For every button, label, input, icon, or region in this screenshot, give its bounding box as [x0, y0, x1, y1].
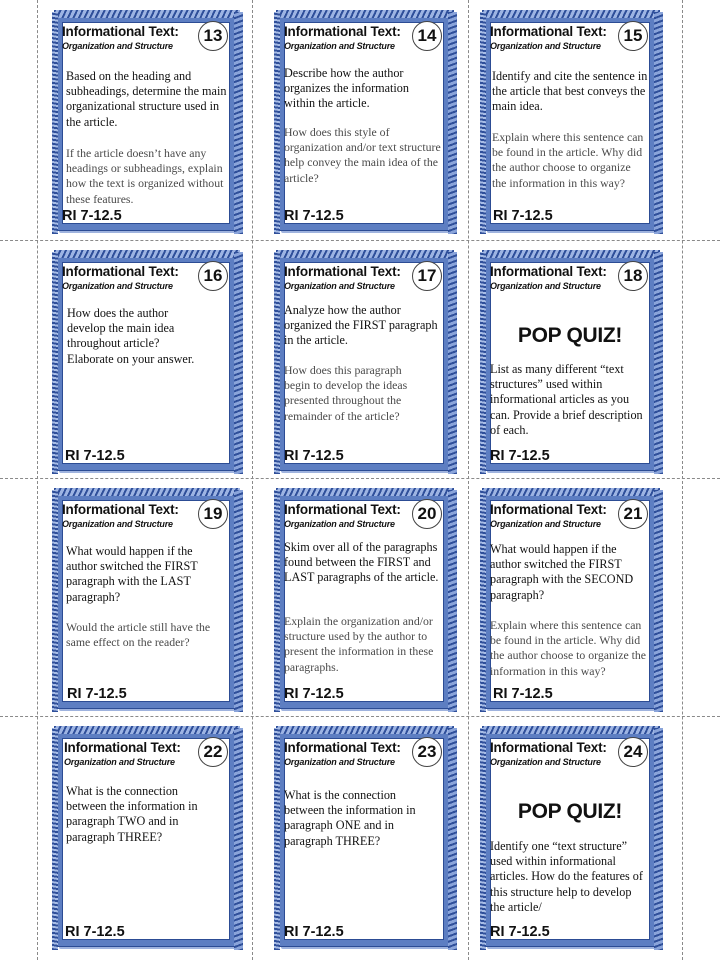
follow-up-question: How does this paragraph begin to develop the ideas presented throughout the remainder of the article? — [284, 363, 408, 423]
primary-question: Describe how the author organizes the information within the article. — [284, 66, 409, 111]
primary-question: How does the author develop the main idea throughout article? Elaborate on your answer. — [67, 306, 195, 366]
standard-code: RI 7-12.5 — [65, 924, 125, 940]
follow-up-question: Explain where this sentence can be found in the article. Why did the author choose to organize the information in this way? — [490, 618, 647, 678]
standard-code: RI 7-12.5 — [284, 208, 344, 224]
card-heading: Informational Text: — [62, 264, 179, 279]
card-subheading: Organization and Structure — [62, 519, 173, 529]
card-subheading: Organization and Structure — [64, 757, 175, 767]
primary-question: Identify one “text structure” used within informational articles. How do the features of this structure help to develop the article/ — [490, 839, 643, 914]
card-number: 21 — [618, 499, 648, 529]
card-heading: Informational Text: — [62, 24, 179, 39]
card-number: 23 — [412, 737, 442, 767]
standard-code: RI 7-12.5 — [284, 686, 344, 702]
task-card-23 — [278, 732, 450, 946]
card-heading: Informational Text: — [284, 24, 401, 39]
standard-code: RI 7-12.5 — [67, 686, 127, 702]
primary-question: Analyze how the author organized the FIRST paragraph in the article. — [284, 303, 438, 348]
follow-up-question: How does this style of organization and/or text structure help convey the main idea of the article? — [284, 125, 441, 185]
cut-line-horizontal-3 — [0, 716, 720, 717]
follow-up-question: Explain where this sentence can be found in the article. Why did the author choose to organize the information in this way? — [492, 130, 644, 190]
primary-question: What is the connection between the information in paragraph ONE and in paragraph THREE? — [284, 788, 416, 848]
follow-up-question: Explain the organization and/or structure used by the author to present the information in these paragraphs. — [284, 614, 434, 674]
card-number: 17 — [412, 261, 442, 291]
card-subheading: Organization and Structure — [62, 281, 173, 291]
primary-question: Based on the heading and subheadings, determine the main organizational structure used in the article. — [66, 69, 227, 129]
card-heading: Informational Text: — [490, 264, 607, 279]
card-subheading: Organization and Structure — [284, 519, 395, 529]
card-subheading: Organization and Structure — [284, 757, 395, 767]
standard-code: RI 7-12.5 — [62, 208, 122, 224]
card-number: 13 — [198, 21, 228, 51]
card-heading: Informational Text: — [64, 740, 181, 755]
card-heading: Informational Text: — [284, 264, 401, 279]
pop-quiz-title: POP QUIZ! — [517, 324, 623, 347]
standard-code: RI 7-12.5 — [490, 448, 550, 464]
standard-code: RI 7-12.5 — [493, 208, 553, 224]
standard-code: RI 7-12.5 — [65, 448, 125, 464]
card-subheading: Organization and Structure — [490, 757, 601, 767]
task-card-18 — [484, 256, 656, 470]
cut-line-vertical-1 — [37, 0, 38, 960]
card-number: 22 — [198, 737, 228, 767]
card-number: 14 — [412, 21, 442, 51]
primary-question: List as many different “text structures” used within informational articles as you can. Provide a brief description of each. — [490, 362, 643, 437]
card-heading: Informational Text: — [284, 740, 401, 755]
card-number: 18 — [618, 261, 648, 291]
task-card-24 — [484, 732, 656, 946]
standard-code: RI 7-12.5 — [284, 924, 344, 940]
task-card-19 — [56, 494, 236, 708]
card-number: 15 — [618, 21, 648, 51]
card-number: 24 — [618, 737, 648, 767]
card-heading: Informational Text: — [490, 24, 607, 39]
primary-question: What would happen if the author switched the FIRST paragraph with the LAST paragraph? — [66, 544, 198, 604]
card-heading: Informational Text: — [490, 502, 607, 517]
card-subheading: Organization and Structure — [490, 519, 601, 529]
cut-line-vertical-4 — [682, 0, 683, 960]
task-card-14 — [278, 16, 450, 230]
cut-line-horizontal-2 — [0, 478, 720, 479]
cut-line-vertical-3 — [468, 0, 469, 960]
task-card-13 — [56, 16, 236, 230]
card-subheading: Organization and Structure — [62, 41, 173, 51]
primary-question: Skim over all of the paragraphs found between the FIRST and LAST paragraphs of the article. — [284, 540, 439, 585]
task-card-21 — [484, 494, 656, 708]
task-card-17 — [278, 256, 450, 470]
primary-question: Identify and cite the sentence in the article that best conveys the main idea. — [492, 69, 648, 114]
card-number: 19 — [198, 499, 228, 529]
card-subheading: Organization and Structure — [284, 41, 395, 51]
standard-code: RI 7-12.5 — [493, 686, 553, 702]
task-card-22 — [56, 732, 236, 946]
follow-up-question: Would the article still have the same effect on the reader? — [66, 620, 211, 650]
card-heading: Informational Text: — [62, 502, 179, 517]
pop-quiz-title: POP QUIZ! — [517, 800, 623, 823]
card-number: 16 — [198, 261, 228, 291]
task-card-15 — [484, 16, 656, 230]
card-subheading: Organization and Structure — [284, 281, 395, 291]
cut-line-vertical-2 — [252, 0, 253, 960]
card-subheading: Organization and Structure — [490, 281, 601, 291]
card-subheading: Organization and Structure — [490, 41, 601, 51]
card-heading: Informational Text: — [490, 740, 607, 755]
standard-code: RI 7-12.5 — [490, 924, 550, 940]
cut-line-horizontal-1 — [0, 240, 720, 241]
standard-code: RI 7-12.5 — [284, 448, 344, 464]
card-heading: Informational Text: — [284, 502, 401, 517]
task-card-20 — [278, 494, 450, 708]
card-number: 20 — [412, 499, 442, 529]
follow-up-question: If the article doesn’t have any headings or subheadings, explain how the text is organized without these features. — [66, 146, 224, 206]
task-card-16 — [56, 256, 236, 470]
primary-question: What is the connection between the information in paragraph TWO and in paragraph THREE? — [66, 784, 198, 844]
primary-question: What would happen if the author switched the FIRST paragraph with the SECOND paragraph? — [490, 542, 634, 602]
